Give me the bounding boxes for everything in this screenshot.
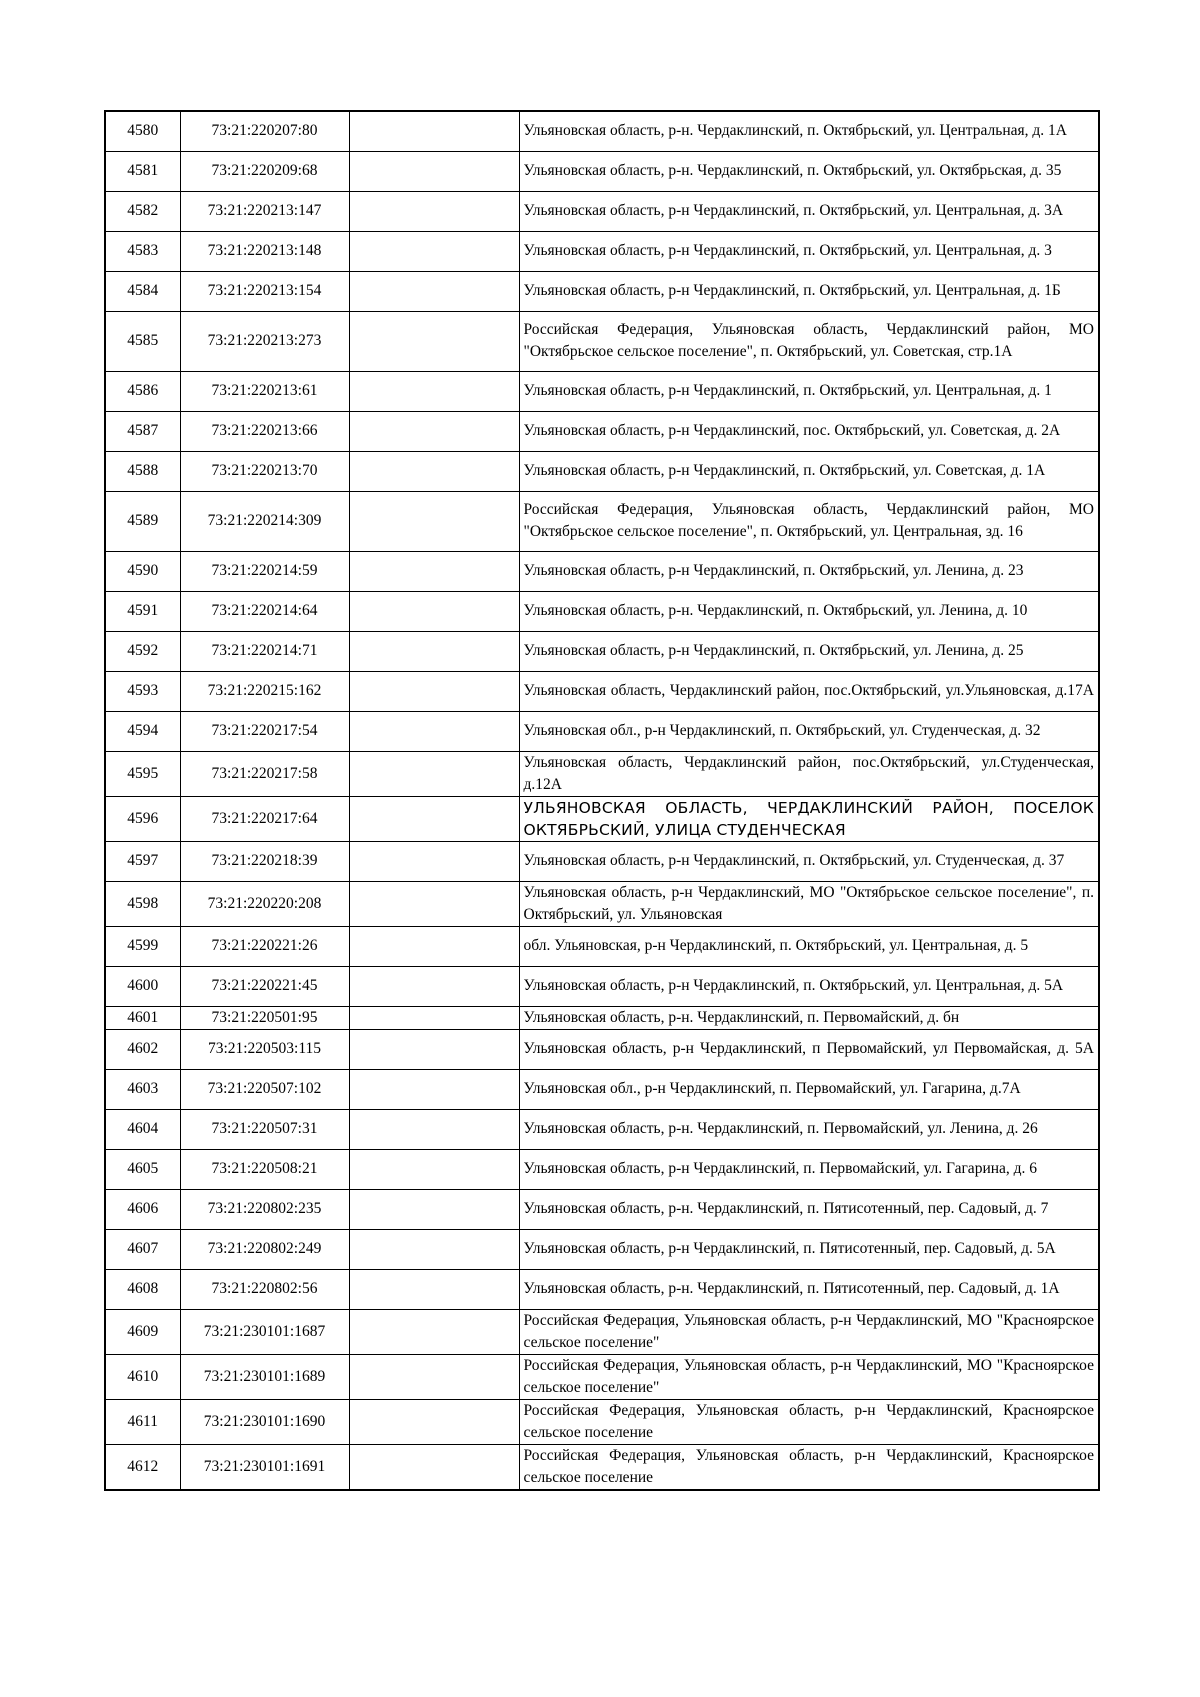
address-cell: Ульяновская область, р-н. Чердаклинский, п. Октябрьский, ул. Октябрьская, д. 35: [519, 151, 1099, 191]
empty-cell: [349, 451, 519, 491]
address-cell: Ульяновская обл., р-н Чердаклинский, п. Первомайский, ул. Гагарина, д.7А: [519, 1069, 1099, 1109]
row-number: 4606: [105, 1189, 180, 1229]
cadastral-number: 73:21:220221:26: [180, 926, 349, 966]
row-number: 4589: [105, 491, 180, 551]
address-cell: Ульяновская область, р-н Чердаклинский, п. Октябрьский, ул. Центральная, д. 3: [519, 231, 1099, 271]
cadastral-number: 73:21:220213:154: [180, 271, 349, 311]
cadastral-number: 73:21:220218:39: [180, 841, 349, 881]
address-cell: Ульяновская область, р-н. Чердаклинский, п. Первомайский, ул. Ленина, д. 26: [519, 1109, 1099, 1149]
row-number: 4583: [105, 231, 180, 271]
cadastral-number: 73:21:220214:309: [180, 491, 349, 551]
empty-cell: [349, 591, 519, 631]
address-cell: Ульяновская область, р-н Чердаклинский, п. Октябрьский, ул. Центральная, д. 1Б: [519, 271, 1099, 311]
address-cell: Ульяновская область, р-н Чердаклинский, п. Октябрьский, ул. Центральная, д. 5А: [519, 966, 1099, 1006]
empty-cell: [349, 151, 519, 191]
row-number: 4602: [105, 1029, 180, 1069]
cadastral-number: 73:21:220207:80: [180, 111, 349, 151]
table-row: [105, 151, 1099, 191]
address-cell: Российская Федерация, Ульяновская область, р-н Чердаклинский, Красноярское сельское поселение: [519, 1399, 1099, 1444]
empty-cell: [349, 1354, 519, 1399]
row-number: 4593: [105, 671, 180, 711]
cadastral-number: 73:21:220214:71: [180, 631, 349, 671]
cadastral-number: 73:21:220221:45: [180, 966, 349, 1006]
cadastral-number: 73:21:220507:102: [180, 1069, 349, 1109]
cadastral-number: 73:21:220213:148: [180, 231, 349, 271]
table-row: [105, 671, 1099, 711]
table-row: [105, 1309, 1099, 1354]
address-cell: Российская Федерация, Ульяновская область, р-н Чердаклинский, МО "Красноярское сельское поселение": [519, 1354, 1099, 1399]
address-cell: Ульяновская область, р-н Чердаклинский, п. Октябрьский, ул. Ленина, д. 25: [519, 631, 1099, 671]
address-cell: обл. Ульяновская, р-н Чердаклинский, п. Октябрьский, ул. Центральная, д. 5: [519, 926, 1099, 966]
empty-cell: [349, 551, 519, 591]
empty-cell: [349, 671, 519, 711]
address-cell: Российская Федерация, Ульяновская область, Чердаклинский район, МО "Октябрьское сельское поселение", п. Октябрьский, ул. Советская, стр.1А: [519, 311, 1099, 371]
empty-cell: [349, 966, 519, 1006]
row-number: 4590: [105, 551, 180, 591]
row-number: 4612: [105, 1444, 180, 1490]
row-number: 4594: [105, 711, 180, 751]
row-number: 4600: [105, 966, 180, 1006]
address-cell: Ульяновская область, р-н Чердаклинский, п. Первомайский, ул. Гагарина, д. 6: [519, 1149, 1099, 1189]
empty-cell: [349, 1444, 519, 1490]
address-cell: Ульяновская обл., р-н Чердаклинский, п. Октябрьский, ул. Студенческая, д. 32: [519, 711, 1099, 751]
table-row: [105, 966, 1099, 1006]
table-row: [105, 111, 1099, 151]
cadastral-number: 73:21:220213:70: [180, 451, 349, 491]
table-row: [105, 631, 1099, 671]
table-row: [105, 311, 1099, 371]
empty-cell: [349, 491, 519, 551]
address-cell: УЛЬЯНОВСКАЯ ОБЛАСТЬ, ЧЕРДАКЛИНСКИЙ РАЙОН, ПОСЕЛОК ОКТЯБРЬСКИЙ, УЛИЦА СТУДЕНЧЕСКАЯ: [519, 796, 1099, 841]
cadastral-number: 73:21:220214:64: [180, 591, 349, 631]
address-cell: Российская Федерация, Ульяновская область, Чердаклинский район, МО "Октябрьское сельское поселение", п. Октябрьский, ул. Центральная, зд. 16: [519, 491, 1099, 551]
empty-cell: [349, 881, 519, 926]
cadastral-number: 73:21:220213:273: [180, 311, 349, 371]
row-number: 4597: [105, 841, 180, 881]
table-row: [105, 1399, 1099, 1444]
empty-cell: [349, 231, 519, 271]
table-row: [105, 1444, 1099, 1490]
table-row: [105, 551, 1099, 591]
address-cell: Ульяновская область, р-н. Чердаклинский, п. Первомайский, д. бн: [519, 1006, 1099, 1029]
empty-cell: [349, 841, 519, 881]
row-number: 4596: [105, 796, 180, 841]
cadastral-number: 73:21:220802:249: [180, 1229, 349, 1269]
table-row: [105, 491, 1099, 551]
empty-cell: [349, 631, 519, 671]
cadastral-number: 73:21:230101:1687: [180, 1309, 349, 1354]
empty-cell: [349, 1189, 519, 1229]
row-number: 4603: [105, 1069, 180, 1109]
table-row: [105, 371, 1099, 411]
address-cell: Ульяновская область, р-н. Чердаклинский, п. Октябрьский, ул. Центральная, д. 1А: [519, 111, 1099, 151]
table-row: [105, 881, 1099, 926]
empty-cell: [349, 1109, 519, 1149]
cadastral-number: 73:21:220217:54: [180, 711, 349, 751]
cadastral-number: 73:21:220213:66: [180, 411, 349, 451]
empty-cell: [349, 1069, 519, 1109]
address-cell: Ульяновская область, Чердаклинский район, пос.Октябрьский, ул.Ульяновская, д.17А: [519, 671, 1099, 711]
empty-cell: [349, 311, 519, 371]
cadastral-number: 73:21:220501:95: [180, 1006, 349, 1029]
row-number: 4598: [105, 881, 180, 926]
cadastral-number: 73:21:220217:58: [180, 751, 349, 796]
table-row: [105, 751, 1099, 796]
row-number: 4591: [105, 591, 180, 631]
address-cell: Ульяновская область, р-н Чердаклинский, пос. Октябрьский, ул. Советская, д. 2А: [519, 411, 1099, 451]
empty-cell: [349, 711, 519, 751]
cadastral-number: 73:21:220209:68: [180, 151, 349, 191]
row-number: 4584: [105, 271, 180, 311]
table-row: [105, 1354, 1099, 1399]
cadastral-number: 73:21:220802:56: [180, 1269, 349, 1309]
row-number: 4609: [105, 1309, 180, 1354]
empty-cell: [349, 1149, 519, 1189]
table-row: [105, 1189, 1099, 1229]
address-cell: Ульяновская область, р-н Чердаклинский, п. Октябрьский, ул. Центральная, д. 1: [519, 371, 1099, 411]
cadastral-number: 73:21:220507:31: [180, 1109, 349, 1149]
table-row: [105, 1006, 1099, 1029]
address-cell: Ульяновская область, р-н Чердаклинский, п. Октябрьский, ул. Советская, д. 1А: [519, 451, 1099, 491]
empty-cell: [349, 111, 519, 151]
table-row: [105, 711, 1099, 751]
table-row: [105, 411, 1099, 451]
row-number: 4592: [105, 631, 180, 671]
row-number: 4582: [105, 191, 180, 231]
empty-cell: [349, 751, 519, 796]
empty-cell: [349, 411, 519, 451]
table-row: [105, 451, 1099, 491]
table-row: [105, 591, 1099, 631]
cadastral-number: 73:21:220220:208: [180, 881, 349, 926]
table-row: [105, 231, 1099, 271]
table-row: [105, 926, 1099, 966]
cadastral-number: 73:21:220217:64: [180, 796, 349, 841]
address-cell: Ульяновская область, р-н Чердаклинский, п Первомайский, ул Первомайская, д. 5А: [519, 1029, 1099, 1069]
address-cell: Ульяновская область, р-н Чердаклинский, МО "Октябрьское сельское поселение", п. Октябрьский, ул. Ульяновская: [519, 881, 1099, 926]
empty-cell: [349, 796, 519, 841]
table-row: [105, 841, 1099, 881]
cadastral-number: 73:21:220802:235: [180, 1189, 349, 1229]
address-cell: Ульяновская область, р-н Чердаклинский, п. Октябрьский, ул. Ленина, д. 23: [519, 551, 1099, 591]
table-row: [105, 1029, 1099, 1069]
table-row: [105, 271, 1099, 311]
empty-cell: [349, 926, 519, 966]
address-cell: Ульяновская область, р-н Чердаклинский, п. Октябрьский, ул. Студенческая, д. 37: [519, 841, 1099, 881]
cadastral-number: 73:21:220503:115: [180, 1029, 349, 1069]
empty-cell: [349, 271, 519, 311]
table-row: [105, 1229, 1099, 1269]
address-cell: Ульяновская область, р-н Чердаклинский, п. Октябрьский, ул. Центральная, д. 3А: [519, 191, 1099, 231]
cadastral-number: 73:21:230101:1691: [180, 1444, 349, 1490]
address-cell: Ульяновская область, Чердаклинский район, пос.Октябрьский, ул.Студенческая, д.12А: [519, 751, 1099, 796]
row-number: 4610: [105, 1354, 180, 1399]
row-number: 4608: [105, 1269, 180, 1309]
row-number: 4588: [105, 451, 180, 491]
table-row: [105, 1109, 1099, 1149]
address-cell: Российская Федерация, Ульяновская область, р-н Чердаклинский, Красноярское сельское поселение: [519, 1444, 1099, 1490]
row-number: 4601: [105, 1006, 180, 1029]
cadastral-number: 73:21:220214:59: [180, 551, 349, 591]
cadastral-number: 73:21:220213:147: [180, 191, 349, 231]
cadastral-number: 73:21:230101:1689: [180, 1354, 349, 1399]
row-number: 4599: [105, 926, 180, 966]
address-cell: Российская Федерация, Ульяновская область, р-н Чердаклинский, МО "Красноярское сельское поселение": [519, 1309, 1099, 1354]
address-cell: Ульяновская область, р-н Чердаклинский, п. Пятисотенный, пер. Садовый, д. 5А: [519, 1229, 1099, 1269]
row-number: 4605: [105, 1149, 180, 1189]
empty-cell: [349, 1006, 519, 1029]
row-number: 4581: [105, 151, 180, 191]
row-number: 4580: [105, 111, 180, 151]
table-row: [105, 1069, 1099, 1109]
empty-cell: [349, 1399, 519, 1444]
row-number: 4595: [105, 751, 180, 796]
empty-cell: [349, 1309, 519, 1354]
cadastral-number: 73:21:230101:1690: [180, 1399, 349, 1444]
address-cell: Ульяновская область, р-н. Чердаклинский, п. Октябрьский, ул. Ленина, д. 10: [519, 591, 1099, 631]
cadastral-number: 73:21:220213:61: [180, 371, 349, 411]
table-row: [105, 1149, 1099, 1189]
table-row: [105, 796, 1099, 841]
row-number: 4607: [105, 1229, 180, 1269]
table-row: [105, 1269, 1099, 1309]
empty-cell: [349, 1269, 519, 1309]
row-number: 4604: [105, 1109, 180, 1149]
table-body: [105, 111, 1099, 1490]
empty-cell: [349, 1029, 519, 1069]
row-number: 4586: [105, 371, 180, 411]
cadastral-table: [104, 110, 1100, 1491]
row-number: 4585: [105, 311, 180, 371]
address-cell: Ульяновская область, р-н. Чердаклинский, п. Пятисотенный, пер. Садовый, д. 1А: [519, 1269, 1099, 1309]
empty-cell: [349, 1229, 519, 1269]
address-cell: Ульяновская область, р-н. Чердаклинский, п. Пятисотенный, пер. Садовый, д. 7: [519, 1189, 1099, 1229]
table-row: [105, 191, 1099, 231]
row-number: 4611: [105, 1399, 180, 1444]
row-number: 4587: [105, 411, 180, 451]
cadastral-number: 73:21:220508:21: [180, 1149, 349, 1189]
empty-cell: [349, 371, 519, 411]
empty-cell: [349, 191, 519, 231]
cadastral-number: 73:21:220215:162: [180, 671, 349, 711]
